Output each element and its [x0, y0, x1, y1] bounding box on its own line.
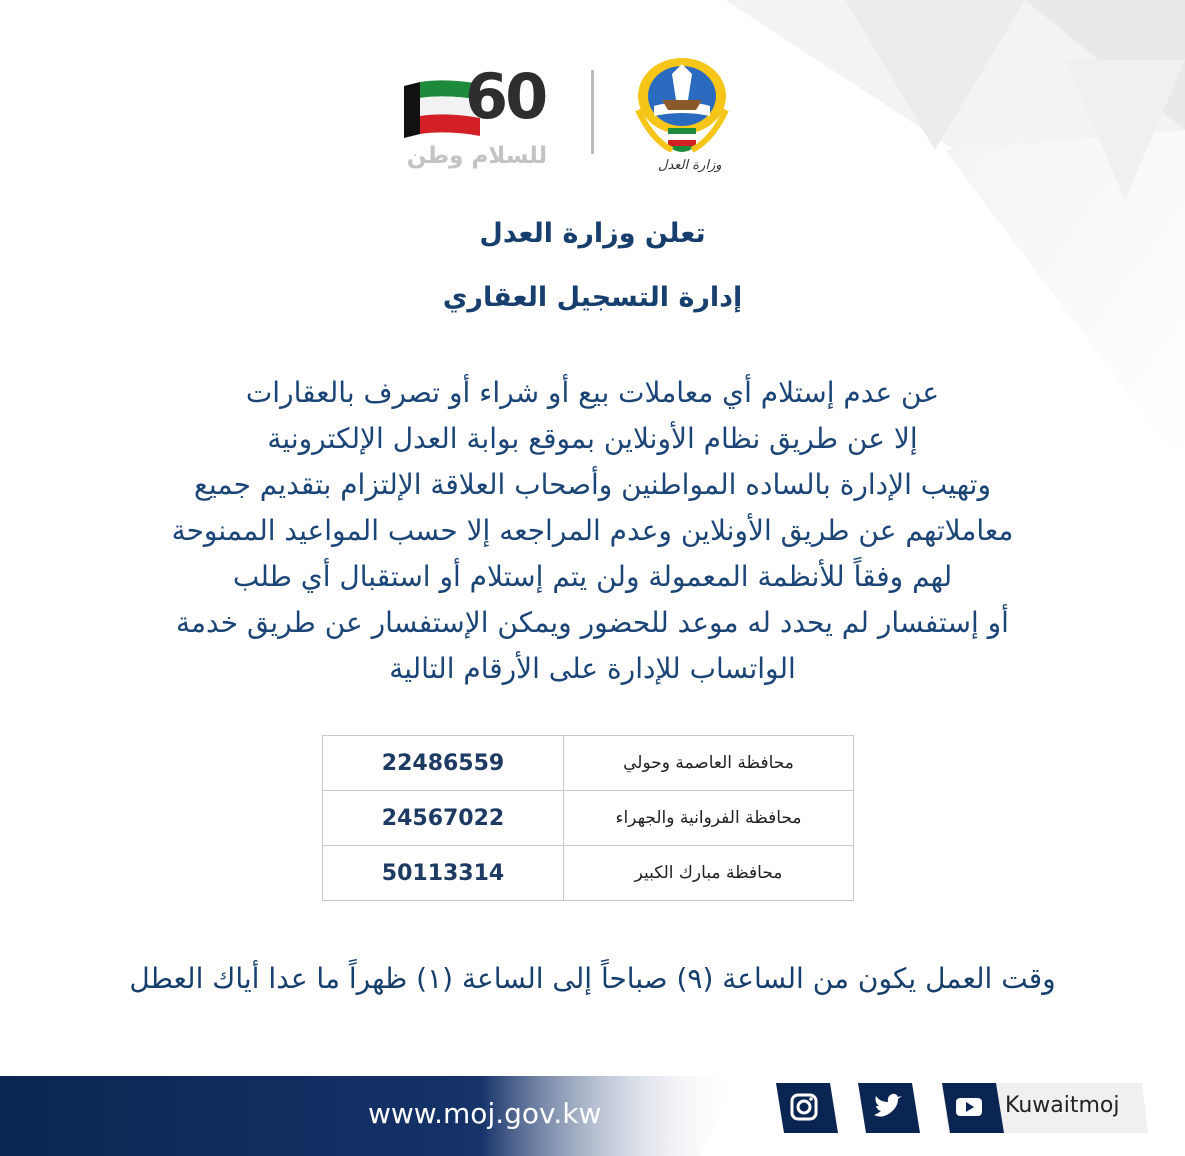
region-name: محافظة العاصمة وحولي — [564, 736, 854, 791]
table-row — [323, 791, 854, 846]
social-handle[interactable]: Kuwaitmoj — [1005, 1093, 1120, 1118]
instagram-icon[interactable] — [770, 1079, 840, 1137]
ministry-emblem-icon — [632, 54, 732, 164]
body-line: الواتساب للإدارة على الأرقام التالية — [389, 652, 796, 685]
anniversary-tagline: للسلام وطن — [406, 143, 548, 169]
body-line: لهم وفقاً للأنظمة المعمولة ولن يتم إستلام أو استقبال أي طلب — [232, 560, 953, 593]
page-subtitle: إدارة التسجيل العقاري — [442, 282, 743, 313]
region-name: محافظة مبارك الكبير — [564, 846, 854, 901]
website-link[interactable]: www.moj.gov.kw — [368, 1097, 602, 1130]
phone-table — [322, 735, 854, 901]
body-line: معاملاتهم عن طريق الأونلاين وعدم المراجعه إلا حسب المواعيد الممنوحة — [171, 514, 1014, 547]
table-row — [323, 736, 854, 791]
header-logos — [400, 50, 740, 190]
phone-number: 50113314 — [323, 846, 564, 901]
body-line: أو إستفسار لم يحدد له موعد للحضور ويمكن الإستفسار عن طريق خدمة — [176, 606, 1009, 639]
body-line: عن عدم إستلام أي معاملات بيع أو شراء أو تصرف بالعقارات — [245, 376, 940, 409]
twitter-icon[interactable] — [852, 1079, 922, 1137]
emblem-caption: وزارة العدل — [658, 158, 722, 173]
region-name: محافظة الفروانية والجهراء — [564, 791, 854, 846]
working-hours: وقت العمل يكون من الساعة (٩) صباحاً إلى الساعة (١) ظهراً ما عدا أياك العطل — [129, 962, 1056, 995]
logo-divider — [591, 70, 594, 154]
anniversary-number: 60 — [465, 60, 546, 133]
announcement-body — [60, 370, 1125, 692]
page-title: تعلن وزارة العدل — [479, 218, 706, 249]
phone-number: 22486559 — [323, 736, 564, 791]
body-line: إلا عن طريق نظام الأونلاين بموقع بوابة العدل الإلكترونية — [267, 422, 918, 455]
table-row — [323, 846, 854, 901]
body-line: وتهيب الإدارة بالساده المواطنين وأصحاب العلاقة الإلتزام بتقديم جميع — [194, 468, 991, 501]
anniversary-logo — [400, 60, 570, 170]
phone-number: 24567022 — [323, 791, 564, 846]
